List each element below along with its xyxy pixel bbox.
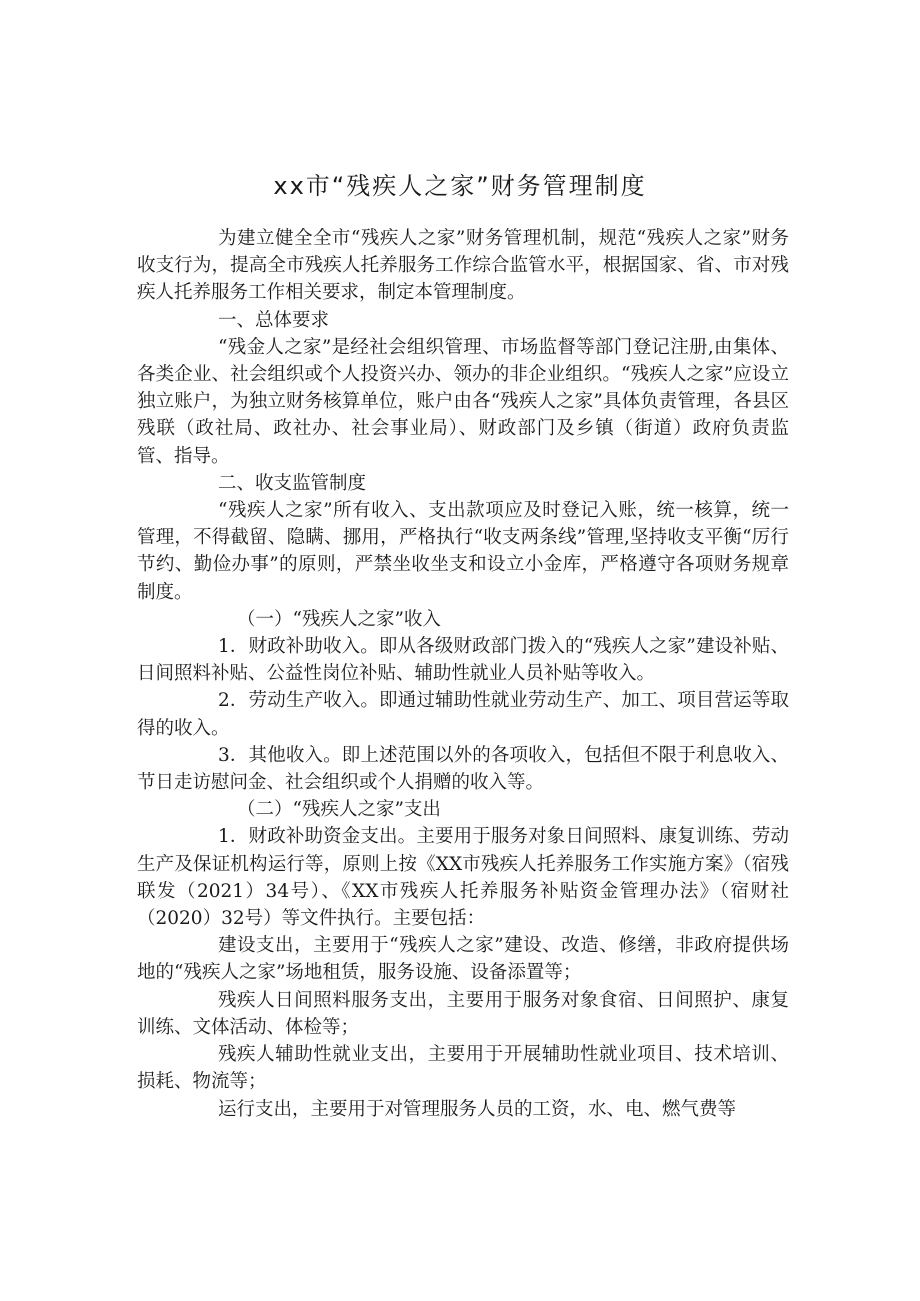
document-title: xx市“残疾人之家”财务管理制度 [273, 172, 647, 200]
income-item-3: 3．其他收入。即上述范围以外的各项收入，包括但不限于利息收入、节日走访慰问金、社会组织或个人捐赠的收入等。 [137, 744, 789, 794]
section-heading-general: 一、总体要求 [218, 309, 330, 331]
expense-operation: 运行支出，主要用于对管理服务人员的工资，水、电、燃气费等 [218, 1098, 737, 1120]
expense-employment: 残疾人辅助性就业支出，主要用于开展辅助性就业项目、技术培训、损耗、物流等； [137, 1044, 789, 1093]
section-heading-supervision: 二、收支监管制度 [218, 472, 367, 494]
general-requirements-paragraph: “残金人之家”是经社会组织管理、市场监督等部门登记注册,由集体、各类企业、社会组织或个人投资兴办、领办的非企业组织。“残疾人之家”应设立独立账户，为独立财务核算单位，账户由各“残疾人之家”具体负责管理，各县区残联（政社局、政社办、社会事业局）、财政部门及乡镇（街道）政府负责监管、指导。 [137, 336, 789, 467]
expense-daycare: 残疾人日间照料服务支出，主要用于服务对象食宿、日间照护、康复训练、文体活动、体检等； [137, 989, 789, 1038]
income-item-2: 2．劳动生产收入。即通过辅助性就业劳动生产、加工、项目营运等取得的收入。 [137, 690, 789, 739]
document-body [137, 225, 789, 1123]
subsection-heading-expense: （二）“残疾人之家”支出 [237, 799, 441, 821]
income-item-1: 1．财政补助收入。即从各级财政部门拨入的“残疾人之家”建设补贴、日间照料补贴、公益性岗位补贴、辅助性就业人员补贴等收入。 [137, 636, 789, 685]
subsection-heading-income: （一）“残疾人之家”收入 [237, 608, 441, 630]
expense-item-1: 1．财政补助资金支出。主要用于服务对象日间照料、康复训练、劳动生产及保证机构运行等，原则上按《XX市残疾人托养服务工作实施方案》（宿残联发（2021）34号）、《XX市残疾人托养服务补贴资金管理办法》（宿财社（2020）32号）等文件执行。主要包括： [137, 826, 789, 930]
expense-construction: 建设支出，主要用于“残疾人之家”建设、改造、修缮，非政府提供场地的“残疾人之家”场地租赁，服务设施、设备添置等； [137, 935, 789, 984]
supervision-paragraph: “残疾人之家”所有收入、支出款项应及时登记入账，统一核算，统一管理，不得截留、隐瞒、挪用，严格执行“收支两条线”管理,坚持收支平衡“厉行节约、勤俭办事”的原则，严禁坐收坐支和设立小金库，严格遵守各项财务规章制度。 [137, 500, 789, 603]
intro-paragraph: 为建立健全全市“残疾人之家”财务管理机制，规范“残疾人之家”财务收支行为，提高全市残疾人托养服务工作综合监管水平，根据国家、省、市对残疾人托养服务工作相关要求，制定本管理制度。 [137, 228, 789, 304]
